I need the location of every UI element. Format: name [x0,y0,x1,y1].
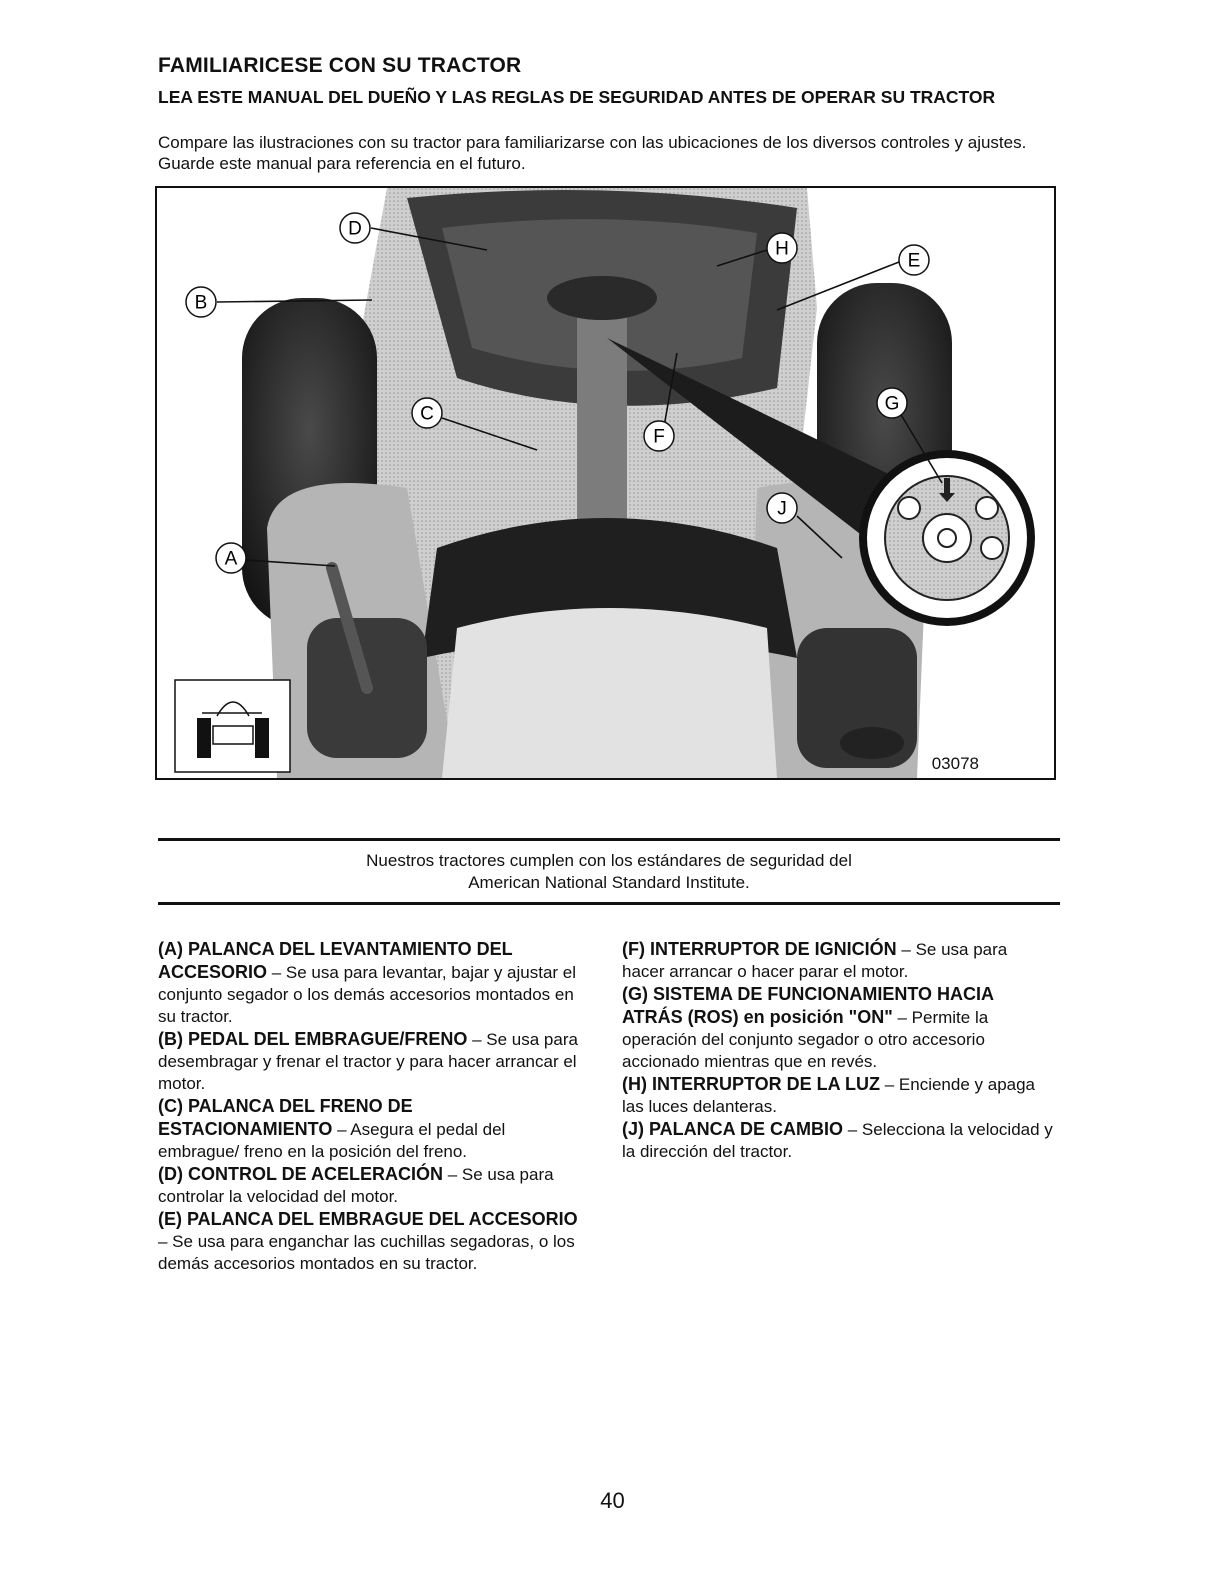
divider-top [158,838,1060,841]
control-term: (C) PALANCA DEL FRENO DE ESTACIONAMIENTO [158,1096,413,1139]
control-entry-e [158,1208,590,1275]
control-term: (B) PEDAL DEL EMBRAGUE/FRENO [158,1029,468,1049]
callout-j [767,493,797,523]
callout-f [644,421,674,451]
svg-text:D: D [348,218,362,240]
control-entry-d [158,1163,590,1208]
control-description: – Se usa para hacer arrancar o hacer parar el motor. [622,940,1008,981]
safety-notice-line: American National Standard Institute. [468,873,750,892]
callout-b [186,287,216,317]
safety-notice-line: Nuestros tractores cumplen con los estándares de seguridad del [366,851,852,870]
control-description: – Se usa para levantar, bajar y ajustar el conjunto segador o los demás accesorios montados en su tractor. [158,963,577,1026]
callout-a [216,543,246,573]
callout-c [412,398,442,428]
control-description: – Se usa para controlar la velocidad del motor. [158,1165,554,1206]
control-description: – Se usa para enganchar las cuchillas segadoras, o los demás accesorios montados en su tractor. [158,1232,575,1273]
tractor-controls-figure [155,186,1056,780]
control-entry-b [158,1028,590,1095]
control-term: (A) PALANCA DEL LEVANTAMIENTO DEL ACCESORIO [158,939,513,982]
svg-text:G: G [884,393,900,415]
control-term: (E) PALANCA DEL EMBRAGUE DEL ACCESORIO [158,1209,578,1229]
svg-text:H: H [775,238,789,260]
controls-column-right [622,938,1054,1163]
svg-text:F: F [653,426,665,448]
divider-bottom [158,902,1060,905]
page-number: 40 [600,1488,625,1513]
controls-column-left [158,938,590,1275]
page-title: FAMILIARICESE CON SU TRACTOR [158,54,522,77]
control-description: – Se usa para desembragar y frenar el tractor y para hacer arrancar el motor. [158,1030,578,1093]
intro-paragraph: Compare las ilustraciones con su tractor para familiarizarse con las ubicaciones de los diversos controles y ajustes. Guarde este manual para referencia en el futuro. [158,133,1027,173]
control-description: – Enciende y apaga las luces delanteras. [622,1075,1036,1116]
callout-d [340,213,370,243]
control-term: (J) PALANCA DE CAMBIO [622,1119,843,1139]
control-entry-a [158,938,590,1028]
svg-text:E: E [907,250,921,272]
control-entry-h [622,1073,1054,1118]
safety-notice [158,850,1060,894]
control-entry-c [158,1095,590,1163]
control-description: – Selecciona la velocidad y la dirección del tractor. [622,1120,1053,1161]
control-description: – Asegura el pedal del embrague/ freno en la posición del freno. [158,1120,506,1161]
svg-text:C: C [420,403,434,425]
control-description: – Permite la operación del conjunto segador o otro accesorio accionado mientras que en revés. [622,1008,989,1071]
control-entry-g [622,983,1054,1073]
control-term: (D) CONTROL DE ACELERACIÓN [158,1164,443,1184]
control-term: (F) INTERRUPTOR DE IGNICIÓN [622,939,897,959]
page-subtitle: LEA ESTE MANUAL DEL DUEÑO Y LAS REGLAS DE SEGURIDAD ANTES DE OPERAR SU TRACTOR [158,87,996,107]
svg-text:A: A [224,548,238,570]
callout-g [877,388,907,418]
callout-e [899,245,929,275]
figure-number: 03078 [931,754,979,773]
control-term: (H) INTERRUPTOR DE LA LUZ [622,1074,880,1094]
control-term: (G) SISTEMA DE FUNCIONAMIENTO HACIA ATRÁS (ROS) en posición "ON" [622,984,994,1027]
callout-h [767,233,797,263]
control-entry-f [622,938,1054,983]
svg-text:B: B [194,292,208,314]
control-entry-j [622,1118,1054,1163]
svg-text:J: J [777,498,787,520]
